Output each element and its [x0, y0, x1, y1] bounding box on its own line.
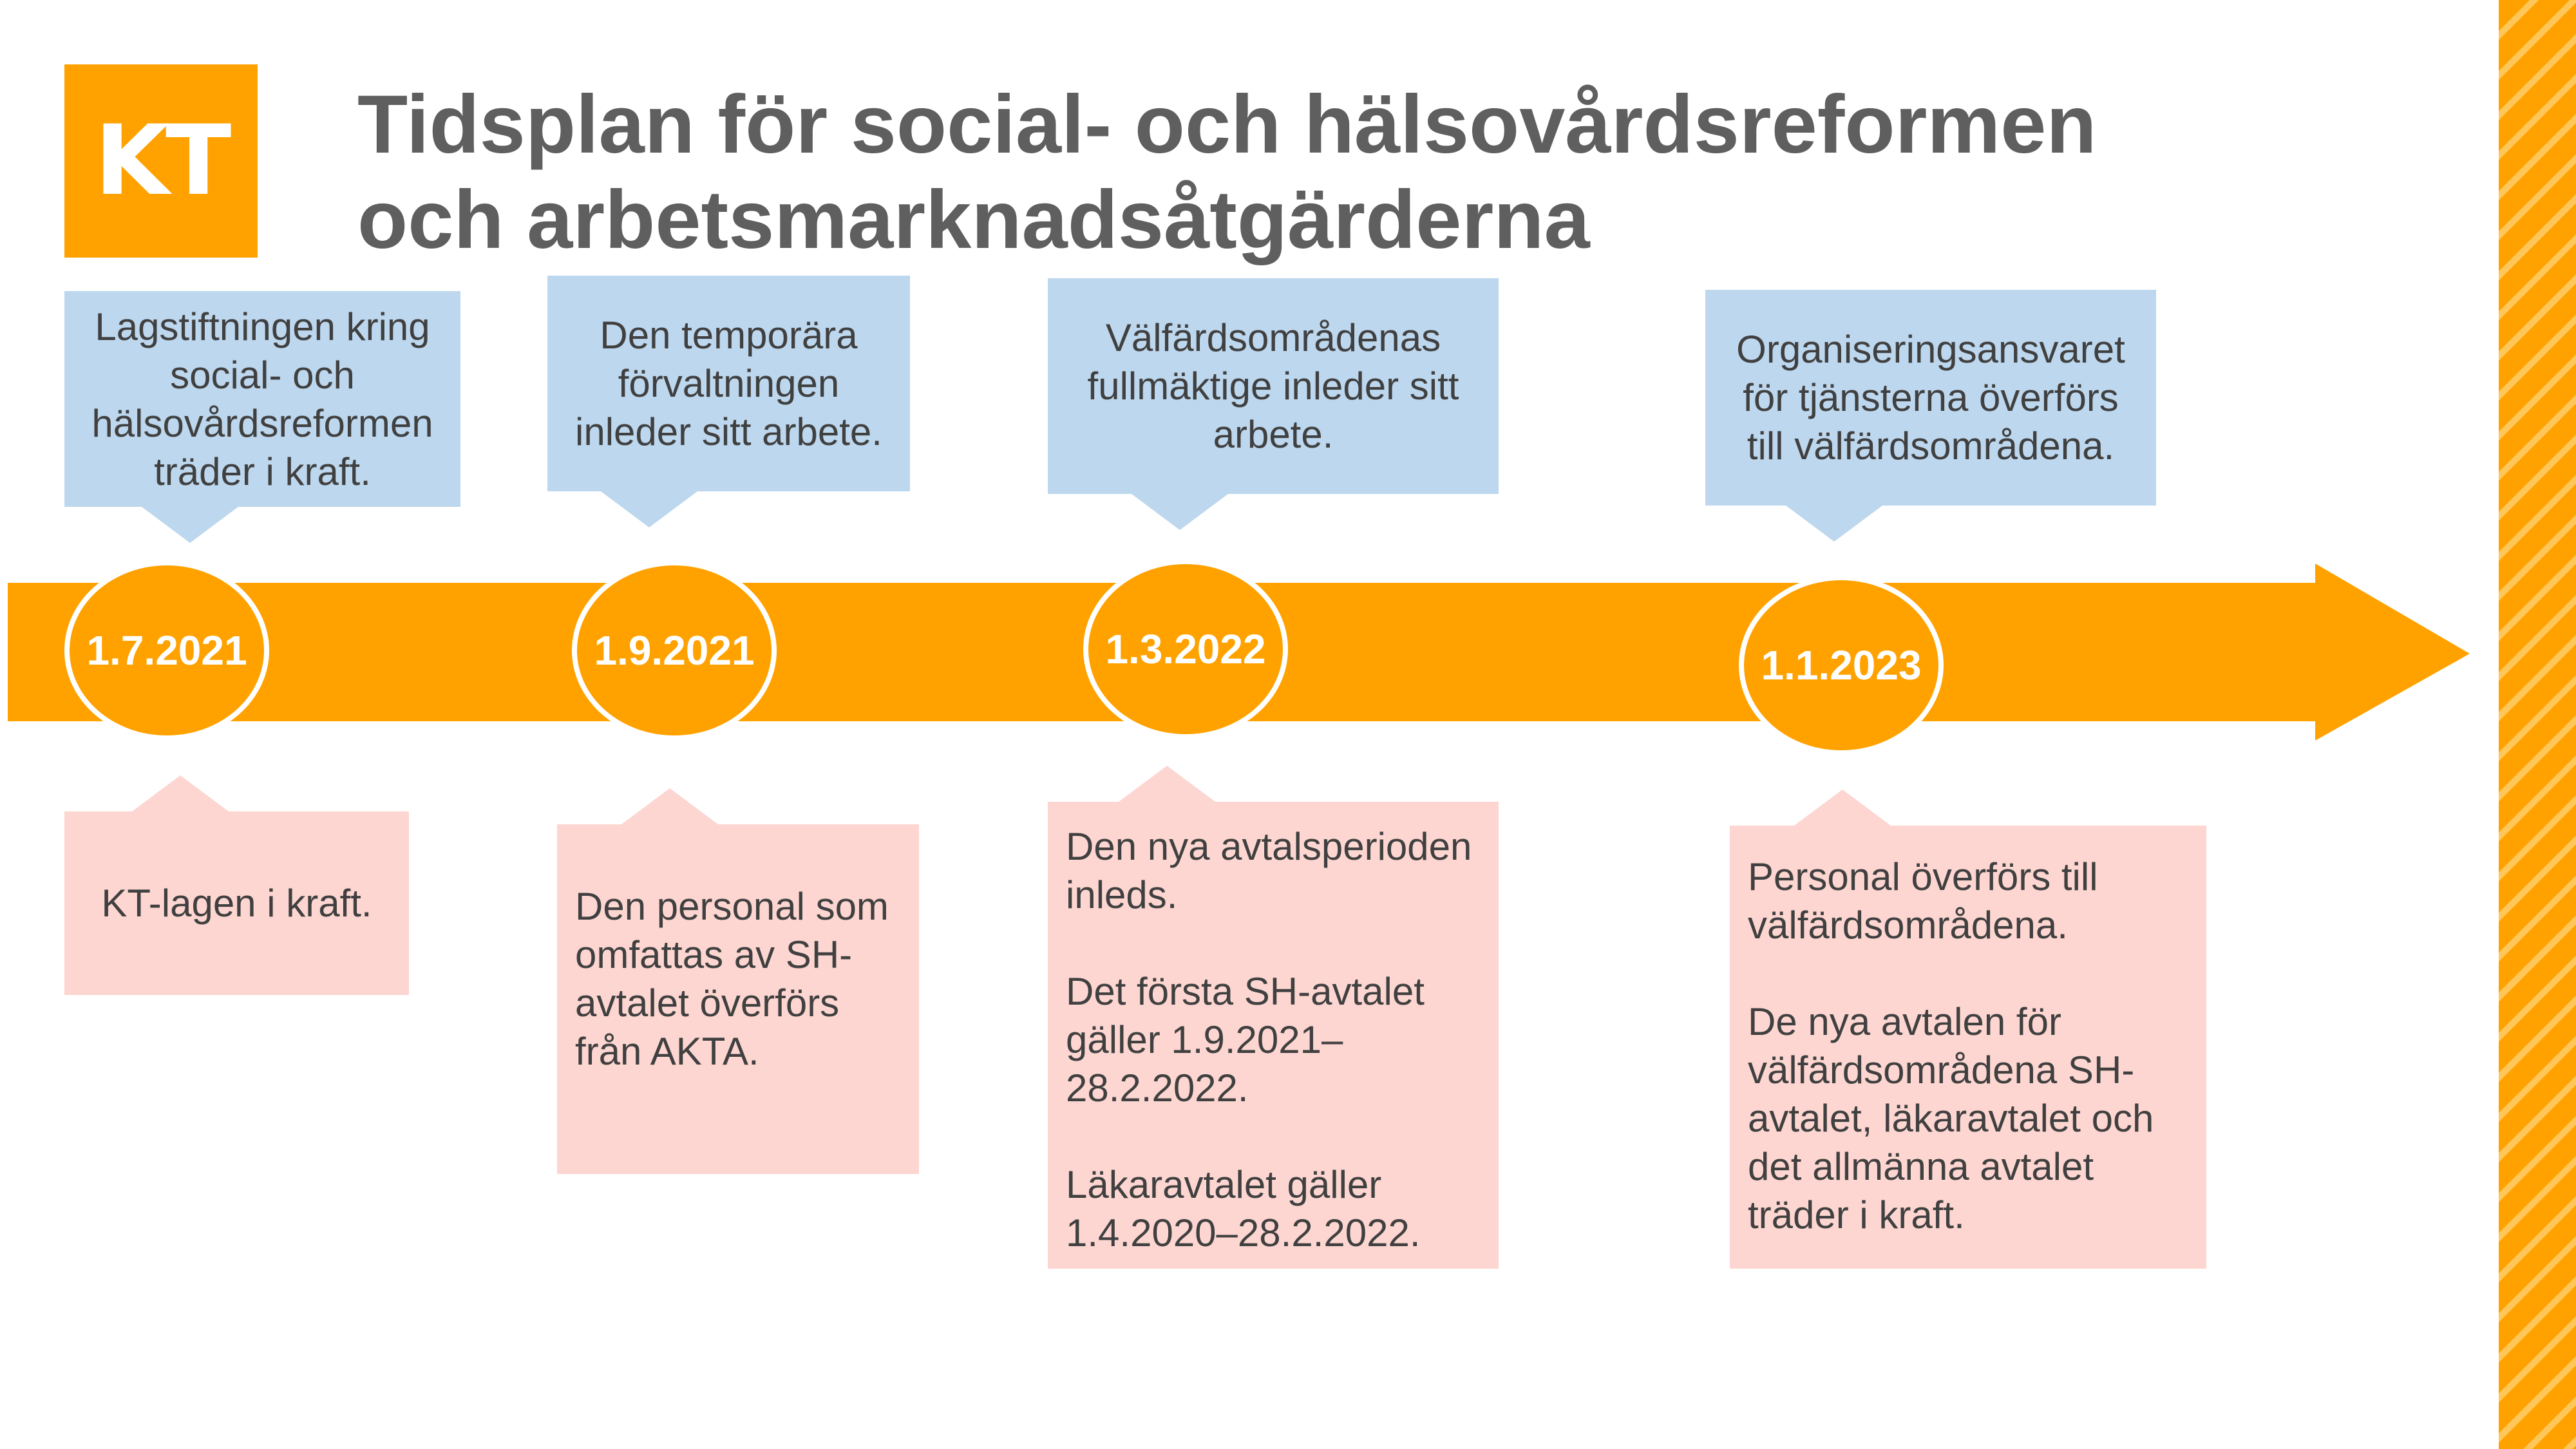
- milestone-3-bottom-text-2: Det första SH-avtalet gäller 1.9.2021–28.2.2022.: [1066, 970, 1425, 1110]
- milestone-2-bottom-box: [557, 824, 919, 1174]
- milestone-3-circle: [1083, 559, 1288, 739]
- milestone-3-bottom-text-1: Den nya avtalsperioden inleds.: [1066, 825, 1472, 916]
- milestone-1-top-box: [64, 291, 460, 507]
- milestone-1-date: 1.7.2021: [86, 627, 247, 674]
- milestone-1-top-text: Lagstiftningen kring social- och hälsovårdsreformen träder i kraft.: [91, 305, 433, 493]
- milestone-1-bottom-text-1: KT-lagen i kraft.: [101, 882, 372, 925]
- milestone-3-bottom-text-3: Läkaravtalet gäller 1.4.2020–28.2.2022.: [1066, 1163, 1421, 1255]
- milestone-4-circle: [1739, 575, 1944, 755]
- milestone-3-bottom-box: [1048, 802, 1499, 1269]
- milestone-2-circle: [572, 560, 777, 741]
- milestone-4-bottom-text-2: De nya avtalen för välfärdsområdena SH-avtalet, läkaravtalet och det allmänna avtalet träder i kraft.: [1748, 1000, 2154, 1236]
- milestone-3-top-box: [1048, 278, 1499, 494]
- milestone-4-bottom-text-1: Personal överförs till välfärdsområdena.: [1748, 855, 2098, 947]
- milestone-2-top-text: Den temporära förvaltningen inleder sitt arbete.: [575, 314, 882, 453]
- milestone-4-date: 1.1.2023: [1761, 642, 1922, 688]
- milestone-4-bottom-box: [1730, 826, 2206, 1269]
- title-line-2: och arbetsmarknadsåtgärderna: [357, 174, 1590, 266]
- milestone-2-top-box: [547, 276, 910, 491]
- milestone-3-top-text: Välfärdsområdenas fullmäktige inleder sitt arbete.: [1087, 316, 1459, 456]
- milestone-4-top-box: [1705, 290, 2156, 506]
- milestone-1-circle: [64, 560, 269, 741]
- title-line-1: Tidsplan för social- och hälsovårdsreformen: [357, 79, 2097, 171]
- milestone-2-date: 1.9.2021: [594, 627, 755, 674]
- milestone-1-bottom-box: [64, 811, 409, 995]
- milestone-2-bottom-text-1: Den personal som omfattas av SH-avtalet överförs från AKTA.: [575, 885, 889, 1073]
- milestone-4-top-text: Organiseringsansvaret för tjänsterna överförs till välfärdsområdena.: [1736, 328, 2125, 468]
- milestone-3-date: 1.3.2022: [1105, 626, 1266, 672]
- logo-text: KT: [94, 105, 228, 217]
